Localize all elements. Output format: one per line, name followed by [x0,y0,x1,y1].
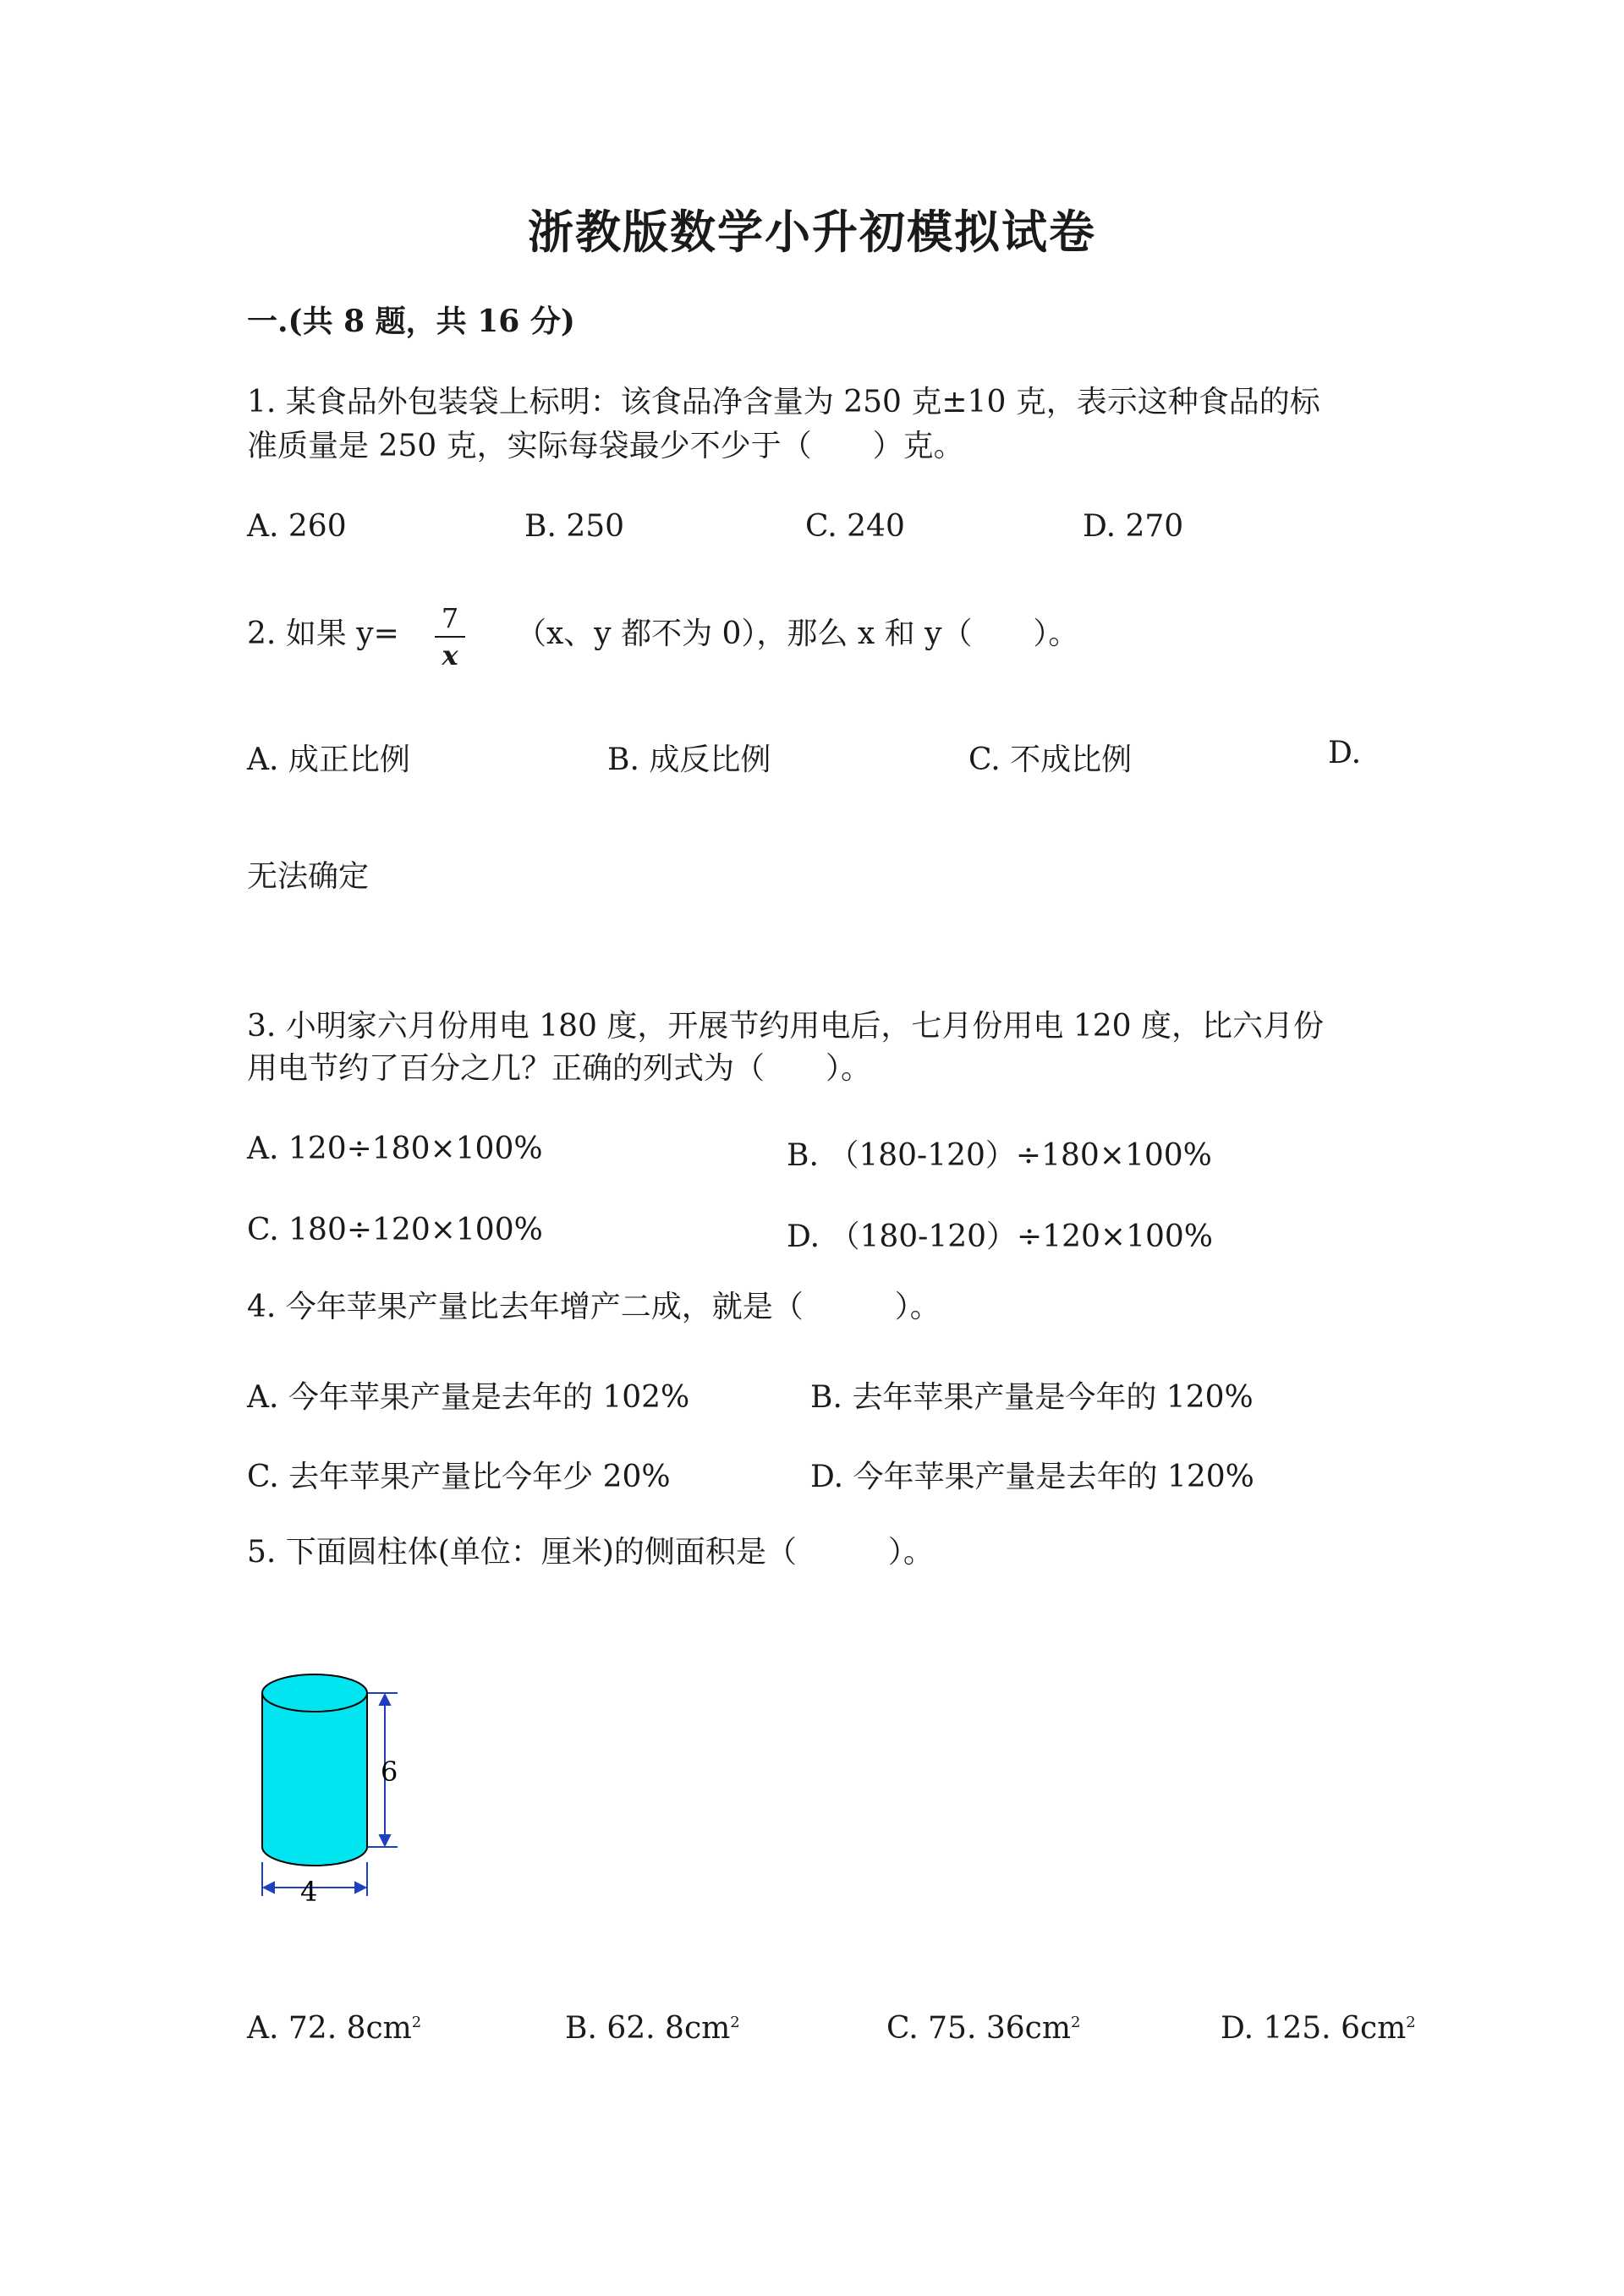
q5-option-d-text: D. 125. 6cm [1221,2011,1407,2046]
question-2-prefix: 2. 如果 y= [247,616,399,651]
q5-option-b-superscript: 2 [730,2014,740,2031]
height-label: 6 [381,1756,398,1788]
q5-option-d-superscript: 2 [1406,2014,1416,2031]
q5-option-a-superscript: 2 [411,2014,422,2031]
q5-option-b-text: B. 62. 8cm [565,2011,731,2046]
q2-option-d: D. [1328,736,1362,770]
q3-option-b: B. （180-120）÷180×100% [787,1138,1212,1173]
q2-option-d-text: 无法确定 [247,859,370,894]
q4-option-a: A. 今年苹果产量是去年的 102% [247,1380,690,1415]
fraction-bar [435,636,465,638]
question-4-text: 4. 今年苹果产量比去年增产二成，就是（ ）。 [247,1290,941,1324]
q5-option-a [247,2011,421,2046]
fraction-denominator: x [442,639,458,671]
q5-option-c-superscript: 2 [1070,2014,1081,2031]
fraction-numerator: 7 [441,602,459,634]
diameter-label: 4 [300,1876,318,1908]
q1-option-c: C. 240 [805,509,905,544]
section-header: 一.(共 8 题，共 16 分) [247,304,575,339]
q2-option-c: C. 不成比例 [968,743,1133,777]
cylinder-body [262,1674,367,1866]
question-2-suffix: （x、y 都不为 0），那么 x 和 y（ ）。 [516,616,1079,651]
q5-option-b [565,2011,740,2046]
q4-option-b: B. 去年苹果产量是今年的 120% [810,1380,1254,1415]
q4-option-d: D. 今年苹果产量是去年的 120% [810,1460,1254,1494]
cylinder-figure [245,1641,414,1928]
q1-option-d: D. 270 [1083,509,1184,544]
q3-option-c: C. 180÷120×100% [247,1213,543,1247]
q3-option-d: D. （180-120）÷120×100% [787,1219,1214,1254]
q3-option-a: A. 120÷180×100% [247,1132,543,1166]
q5-option-c-text: C. 75. 36cm [886,2011,1071,2046]
fraction-7-over-x [435,602,465,671]
page-title: 浙教版数学小升初模拟试卷 [528,205,1096,259]
question-3-line-1: 3. 小明家六月份用电 180 度，开展节约用电后，七月份用电 120 度，比六月份 [247,1009,1324,1044]
question-5-text: 5. 下面圆柱体(单位：厘米)的侧面积是（ ）。 [247,1535,934,1570]
question-1-line-2: 准质量是 250 克，实际每袋最少不少于（ ）克。 [247,429,964,463]
q2-option-b: B. 成反比例 [607,743,771,777]
q1-option-b: B. 250 [524,509,625,544]
question-3-line-2: 用电节约了百分之几？正确的列式为（ ）。 [247,1051,872,1086]
q5-option-d [1221,2011,1416,2046]
q2-option-a: A. 成正比例 [247,743,410,777]
q1-option-a: A. 260 [247,509,347,544]
q5-option-c [886,2011,1080,2046]
question-1-line-1: 1. 某食品外包装袋上标明：该食品净含量为 250 克±10 克，表示这种食品的标 [247,385,1320,419]
q4-option-c: C. 去年苹果产量比今年少 20% [247,1460,671,1494]
q5-option-a-text: A. 72. 8cm [247,2011,412,2046]
